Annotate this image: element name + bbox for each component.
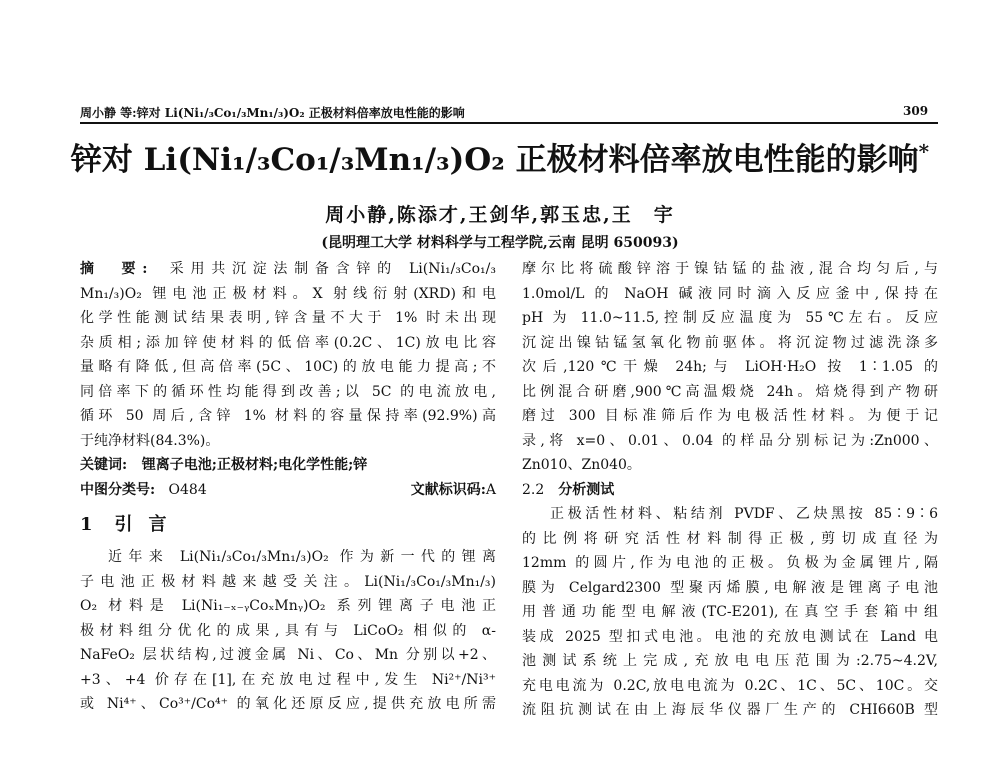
article-title (0, 134, 1000, 179)
subsection-heading (522, 478, 938, 503)
classification-line (80, 478, 496, 503)
section-heading (80, 505, 496, 545)
clc-label: 中图分类号: (80, 481, 156, 498)
abstract-line: 杂质相;添加锌使材料的低倍率(0.2C、1C)放电比容 (80, 334, 496, 351)
body-line: 录,将 x=0、0.01、0.04 的样品分别标记为:Zn000、 (522, 432, 938, 449)
body-line: 或 Ni⁴⁺、Co³⁺/Co⁴⁺ 的氧化还原反应,提供充放电所需 (80, 696, 496, 712)
body-line: 装成 2025 型扣式电池。电池的充放电测试在 Land 电 (522, 628, 938, 645)
author-list: 周小静,陈添才,王剑华,郭玉忠,王 宇 (325, 204, 675, 226)
section-title: 引言 (114, 514, 183, 535)
body-line: 正极活性材料、粘结剂 PVDF、乙炔黑按 85∶9∶6 (550, 506, 938, 522)
clc-value: O484 (168, 481, 207, 498)
doc-code-value: A (485, 481, 496, 498)
body-line: 池测试系统上完成,充放电电压范围为:2.75~4.2V, (522, 653, 938, 669)
running-head: 周小静 等:锌对 Li(Ni₁/₃Co₁/₃Mn₁/₃)O₂ 正极材料倍率放电性能的影响 (80, 106, 465, 120)
body-line: O₂ 材料是 Li(Ni₁₋ₓ₋ᵧCoₓMnᵧ)O₂ 系列锂离子电池正 (80, 598, 496, 614)
body-line: +3、+4 价存在[1],在充放电过程中,发生 Ni²⁺/Ni³⁺ (80, 671, 496, 688)
keywords-line (80, 453, 496, 478)
body-line: 流阻抗测试在由上海辰华仪器厂生产的 CHI660B 型 (522, 702, 938, 718)
body-line: 沉淀出镍钴锰氢氧化物前驱体。将沉淀物过滤洗涤多 (522, 334, 938, 351)
body-line: 12mm 的圆片,作为电池的正极。负极为金属锂片,隔 (522, 555, 938, 571)
body-line: 膜为 Celgard2300 型聚丙烯膜,电解液是锂离子电池 (522, 579, 938, 596)
page-number: 309 (903, 104, 929, 118)
body-line: 比例混合研磨,900℃高温煅烧 24h。焙烧得到产物研 (522, 383, 938, 400)
abstract-line: 摘 要: 采用共沉淀法制备含锌的 Li(Ni₁/₃Co₁/₃ (80, 261, 496, 277)
title-footnote-mark: * (918, 139, 930, 164)
body-line: 1.0mol/L 的 NaOH 碱液同时滴入反应釜中,保持在 (522, 285, 938, 302)
article-title-text: 锌对 Li(Ni₁/₃Co₁/₃Mn₁/₃)O₂ 正极材料倍率放电性能的影响 (70, 142, 919, 178)
body-line: 近年来 Li(Ni₁/₃Co₁/₃Mn₁/₃)O₂ 作为新一代的锂离 (108, 549, 496, 565)
keywords-label: 关键词: (80, 457, 128, 473)
left-column (80, 257, 496, 717)
abstract-line: Mn₁/₃)O₂ 锂电池正极材料。X 射线衍射(XRD)和电 (80, 285, 496, 302)
abstract-line: 量略有降低,但高倍率(5C、10C)的放电能力提高;不 (80, 359, 496, 375)
abstract-line: 循环 50 周后,含锌 1% 材料的容量保持率(92.9%)高 (80, 408, 496, 424)
right-column (522, 257, 938, 723)
abstract-line: 于纯净材料(84.3%)。 (80, 432, 220, 449)
body-line: 磨过 300 目标准筛后作为电极活性材料。为便于记 (522, 408, 938, 424)
doc-code-label: 文献标识码: (410, 481, 486, 498)
body-line: 子电池正极材料越来越受关注。Li(Ni₁/₃Co₁/₃Mn₁/₃) (80, 573, 496, 590)
subsection-title: 分析测试 (558, 481, 615, 498)
body-line: NaFeO₂ 层状结构,过渡金属 Ni、Co、Mn 分别以+2、 (80, 647, 496, 663)
body-line: 摩尔比将硫酸锌溶于镍钴锰的盐液,混合均匀后,与 (522, 261, 938, 277)
affiliation: (昆明理工大学 材料科学与工程学院,云南 昆明 650093) (321, 235, 679, 251)
body-line: 极材料组分优化的成果,具有与 LiCoO₂ 相似的 α- (80, 622, 496, 639)
abstract-line: 化学性能测试结果表明,锌含量不大于 1% 时未出现 (80, 310, 496, 326)
body-line: pH 为 11.0~11.5,控制反应温度为 55℃左右。反应 (522, 310, 938, 326)
header-rule (80, 122, 938, 124)
section-number: 1 (80, 514, 93, 535)
abstract-line: 同倍率下的循环性均能得到改善;以 5C 的电流放电, (80, 383, 496, 400)
abstract-label: 摘 要: (80, 261, 148, 277)
keywords: 锂离子电池;正极材料;电化学性能;锌 (141, 457, 368, 473)
body-line: 的比例将研究活性材料制得正极,剪切成直径为 (522, 530, 938, 547)
body-line: Zn010、Zn040。 (522, 457, 641, 473)
body-line: 充电电流为 0.2C,放电电流为 0.2C、1C、5C、10C。交 (522, 677, 938, 694)
body-line: 用普通功能型电解液(TC-E201),在真空手套箱中组 (522, 604, 938, 620)
subsection-number: 2.2 (522, 481, 545, 498)
body-line: 次后,120℃干燥 24h;与 LiOH·H₂O 按 1∶1.05 的 (522, 359, 938, 375)
